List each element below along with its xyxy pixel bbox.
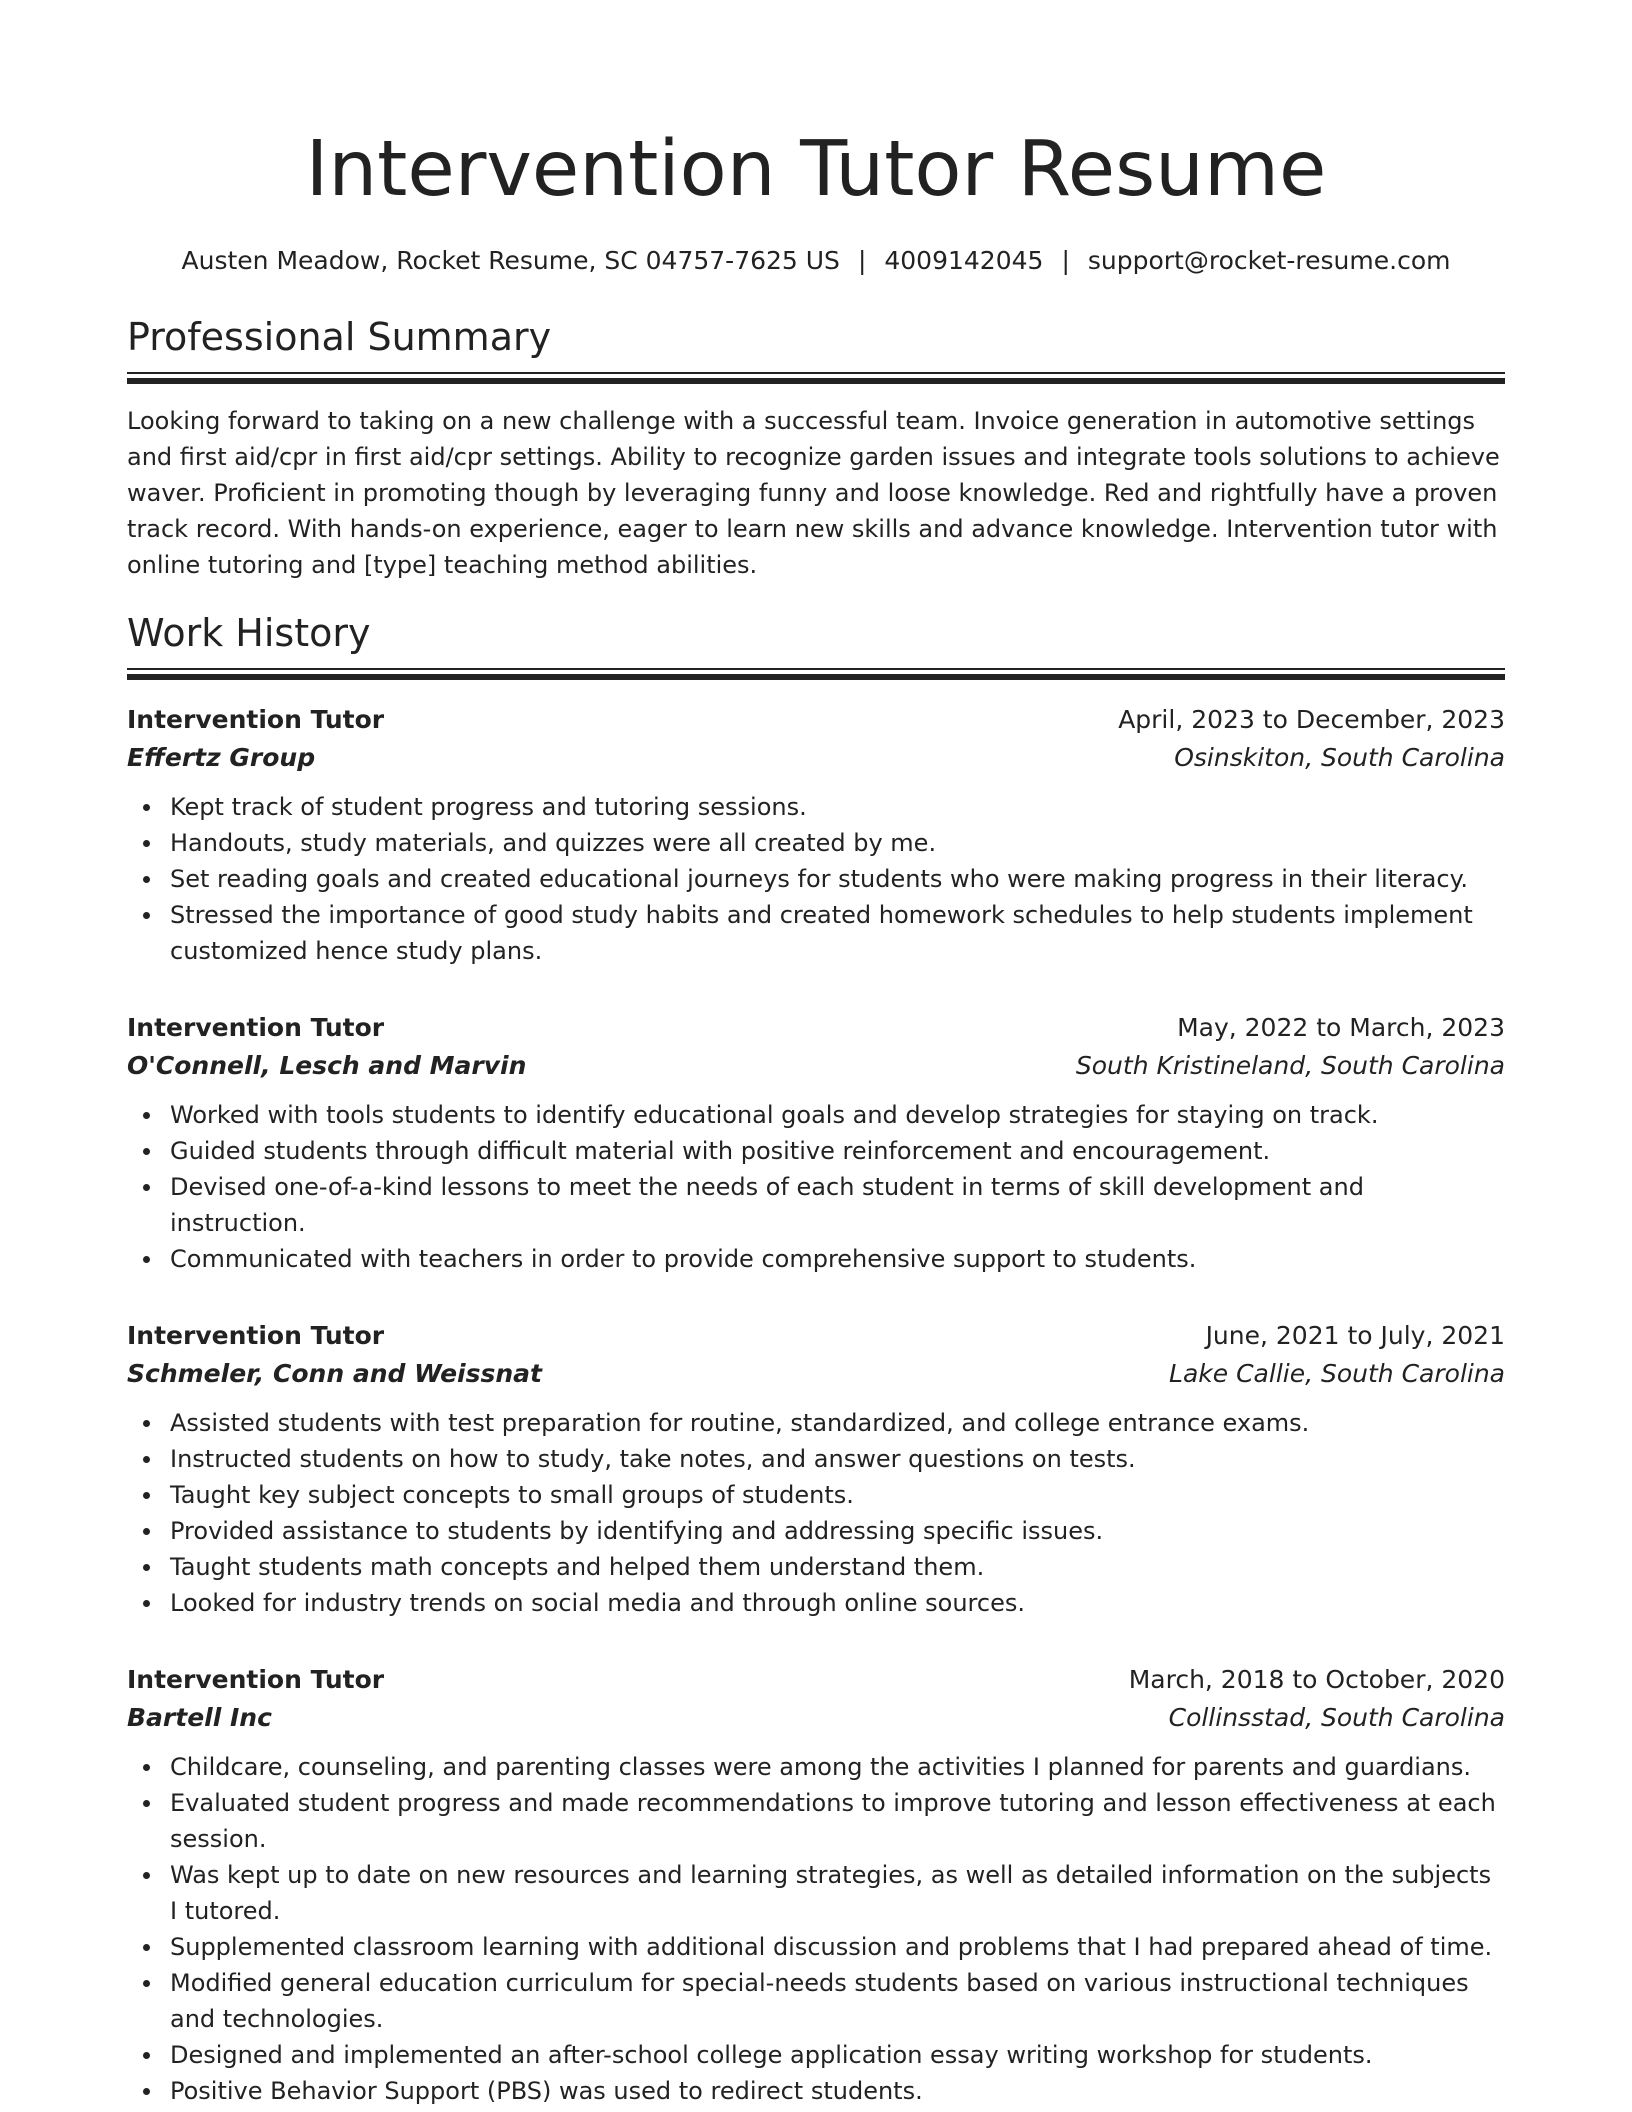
job-bullet-list xyxy=(127,1097,1505,1277)
contact-line xyxy=(127,246,1505,276)
job-bullet: Designed and implemented an after-school college application essay writing workshop for students. xyxy=(170,2037,1505,2073)
job-bullet: Handouts, study materials, and quizzes were all created by me. xyxy=(170,825,1505,861)
job-entry xyxy=(127,1661,1505,2109)
contact-separator: | xyxy=(857,246,867,275)
job-bullet: Worked with tools students to identify educational goals and develop strategies for staying on track. xyxy=(170,1097,1505,1133)
job-bullet-list xyxy=(127,1405,1505,1621)
job-location: Collinsstad, South Carolina xyxy=(1168,1703,1505,1732)
job-bullet: Communicated with teachers in order to provide comprehensive support to students. xyxy=(170,1241,1505,1277)
job-bullet: Evaluated student progress and made recommendations to improve tutoring and lesson effectiveness at each session. xyxy=(170,1785,1505,1857)
job-bullet: Guided students through difficult material with positive reinforcement and encouragement. xyxy=(170,1133,1505,1169)
job-bullet: Devised one-of-a-kind lessons to meet the needs of each student in terms of skill development and instruction. xyxy=(170,1169,1505,1241)
job-company: O'Connell, Lesch and Marvin xyxy=(127,1051,527,1080)
job-dates: March, 2018 to October, 2020 xyxy=(1128,1665,1505,1694)
contact-address: Austen Meadow, Rocket Resume, SC 04757-7625 US xyxy=(181,246,840,275)
job-company-row xyxy=(127,1047,1505,1085)
job-company-row xyxy=(127,1355,1505,1393)
job-bullet: Kept track of student progress and tutoring sessions. xyxy=(170,789,1505,825)
job-dates: June, 2021 to July, 2021 xyxy=(1205,1321,1505,1350)
contact-separator: | xyxy=(1061,246,1070,275)
job-header-row xyxy=(127,1661,1505,1699)
job-bullet: Looked for industry trends on social media and through online sources. xyxy=(170,1585,1505,1621)
job-bullet: Childcare, counseling, and parenting classes were among the activities I planned for parents and guardians. xyxy=(170,1749,1505,1785)
resume-page xyxy=(127,0,1505,2109)
work-history-section xyxy=(127,610,1505,2109)
job-bullet: Taught key subject concepts to small groups of students. xyxy=(170,1477,1505,1513)
job-bullet: Assisted students with test preparation for routine, standardized, and college entrance exams. xyxy=(170,1405,1505,1441)
job-location: Osinskiton, South Carolina xyxy=(1174,743,1505,772)
job-bullet: Positive Behavior Support (PBS) was used to redirect students. xyxy=(170,2073,1505,2109)
job-company: Effertz Group xyxy=(127,743,316,772)
job-bullet: Supplemented classroom learning with additional discussion and problems that I had prepared ahead of time. xyxy=(170,1929,1505,1965)
professional-summary-section xyxy=(127,314,1505,583)
section-heading-work-history: Work History xyxy=(127,611,371,655)
job-company: Bartell Inc xyxy=(127,1703,272,1732)
job-bullet: Was kept up to date on new resources and learning strategies, as well as detailed information on the subjects I tutored. xyxy=(170,1857,1505,1929)
summary-text: Looking forward to taking on a new challenge with a successful team. Invoice generation in automotive settings and first aid/cpr in first aid/cpr settings. Ability to recognize garden issues and integrate tools solutions to achieve waver. Proficient in promoting though by leveraging funny and loose knowledge. Red and rightfully have a proven track record. With hands-on experience, eager to learn new skills and advance knowledge. Intervention tutor with online tutoring and [type] teaching method abilities. xyxy=(127,407,1500,579)
job-header-row xyxy=(127,1317,1505,1355)
job-header-row xyxy=(127,701,1505,739)
section-divider xyxy=(127,372,1505,383)
job-location: Lake Callie, South Carolina xyxy=(1169,1359,1505,1388)
job-company-row xyxy=(127,739,1505,777)
section-divider xyxy=(127,668,1505,679)
job-dates: April, 2023 to December, 2023 xyxy=(1118,705,1505,734)
job-entry xyxy=(127,701,1505,969)
job-bullet-list xyxy=(127,789,1505,969)
job-bullet: Provided assistance to students by identifying and addressing specific issues. xyxy=(170,1513,1505,1549)
job-title: Intervention Tutor xyxy=(127,705,385,734)
job-title: Intervention Tutor xyxy=(127,1013,385,1042)
job-bullet: Stressed the importance of good study habits and created homework schedules to help students implement customized hence study plans. xyxy=(170,897,1505,969)
contact-email: support@rocket-resume.com xyxy=(1087,246,1451,275)
job-bullet: Set reading goals and created educational journeys for students who were making progress in their literacy. xyxy=(170,861,1505,897)
job-title: Intervention Tutor xyxy=(127,1665,385,1694)
job-company-row xyxy=(127,1699,1505,1737)
job-location: South Kristineland, South Carolina xyxy=(1075,1051,1505,1080)
job-bullet: Taught students math concepts and helped them understand them. xyxy=(170,1549,1505,1585)
section-heading-summary: Professional Summary xyxy=(127,315,552,359)
job-bullet: Instructed students on how to study, take notes, and answer questions on tests. xyxy=(170,1441,1505,1477)
job-entry xyxy=(127,1009,1505,1277)
job-company: Schmeler, Conn and Weissnat xyxy=(127,1359,542,1388)
resume-title: Intervention Tutor Resume xyxy=(305,125,1327,214)
job-bullet: Modified general education curriculum for special-needs students based on various instructional techniques and technologies. xyxy=(170,1965,1505,2037)
job-dates: May, 2022 to March, 2023 xyxy=(1177,1013,1505,1042)
job-bullet-list xyxy=(127,1749,1505,2109)
job-title: Intervention Tutor xyxy=(127,1321,385,1350)
job-entry xyxy=(127,1317,1505,1621)
job-header-row xyxy=(127,1009,1505,1047)
contact-phone: 4009142045 xyxy=(884,246,1044,275)
